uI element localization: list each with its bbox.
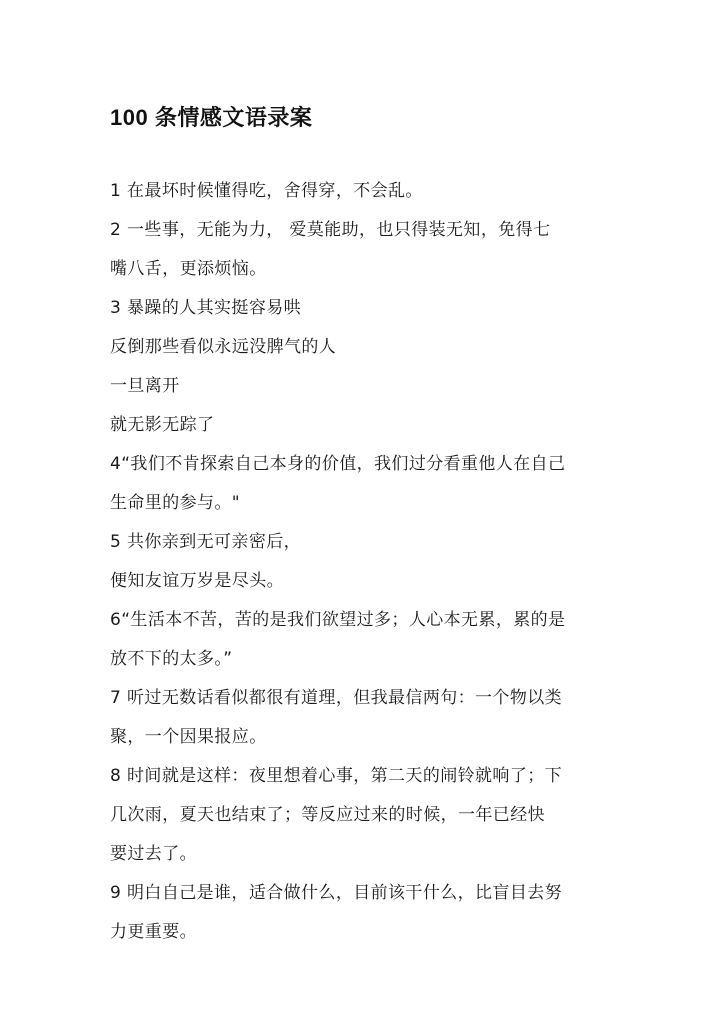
- text-line: 一旦离开: [110, 376, 180, 396]
- text-line: 几次雨，夏天也结束了；等反应过来的时候，一年已经快: [110, 805, 545, 825]
- text-line: 3 暴躁的人其实挺容易哄: [110, 298, 302, 318]
- text-line: 1 在最坏时候懂得吃，舍得穿，不会乱。: [110, 181, 423, 201]
- text-line: 就无影无踪了: [110, 415, 215, 435]
- text-line: 要过去了。: [110, 844, 197, 864]
- text-line: 8 时间就是这样：夜里想着心事，第二天的闹铃就响了；下: [110, 766, 563, 786]
- text-line: 力更重要。: [110, 922, 197, 942]
- text-line: 6“生活本不苦，苦的是我们欲望过多；人心本无累，累的是: [110, 610, 566, 630]
- text-line: 2 一些事，无能为力， 爱莫能助，也只得装无知，免得七: [110, 220, 551, 240]
- text-line: 嘴八舌，更添烦恼。: [110, 259, 267, 279]
- document-body: [110, 172, 618, 952]
- text-line: 便知友谊万岁是尽头。: [110, 571, 284, 591]
- text-line: 放不下的太多。”: [110, 649, 233, 669]
- document-title: 100 条情感文语录案: [110, 105, 313, 130]
- text-line: 生命里的参与。": [110, 493, 241, 513]
- text-line: 聚，一个因果报应。: [110, 727, 267, 747]
- text-line: 9 明白自己是谁，适合做什么，目前该干什么，比盲目去努: [110, 883, 563, 903]
- text-line: 反倒那些看似永远没脾气的人: [110, 337, 337, 357]
- text-line: 5 共你亲到无可亲密后，: [110, 532, 302, 552]
- text-line: 4“我们不肯探索自己本身的价值，我们过分看重他人在自己: [110, 454, 566, 474]
- text-line: 7 听过无数话看似都很有道理，但我最信两句：一个物以类: [110, 688, 563, 708]
